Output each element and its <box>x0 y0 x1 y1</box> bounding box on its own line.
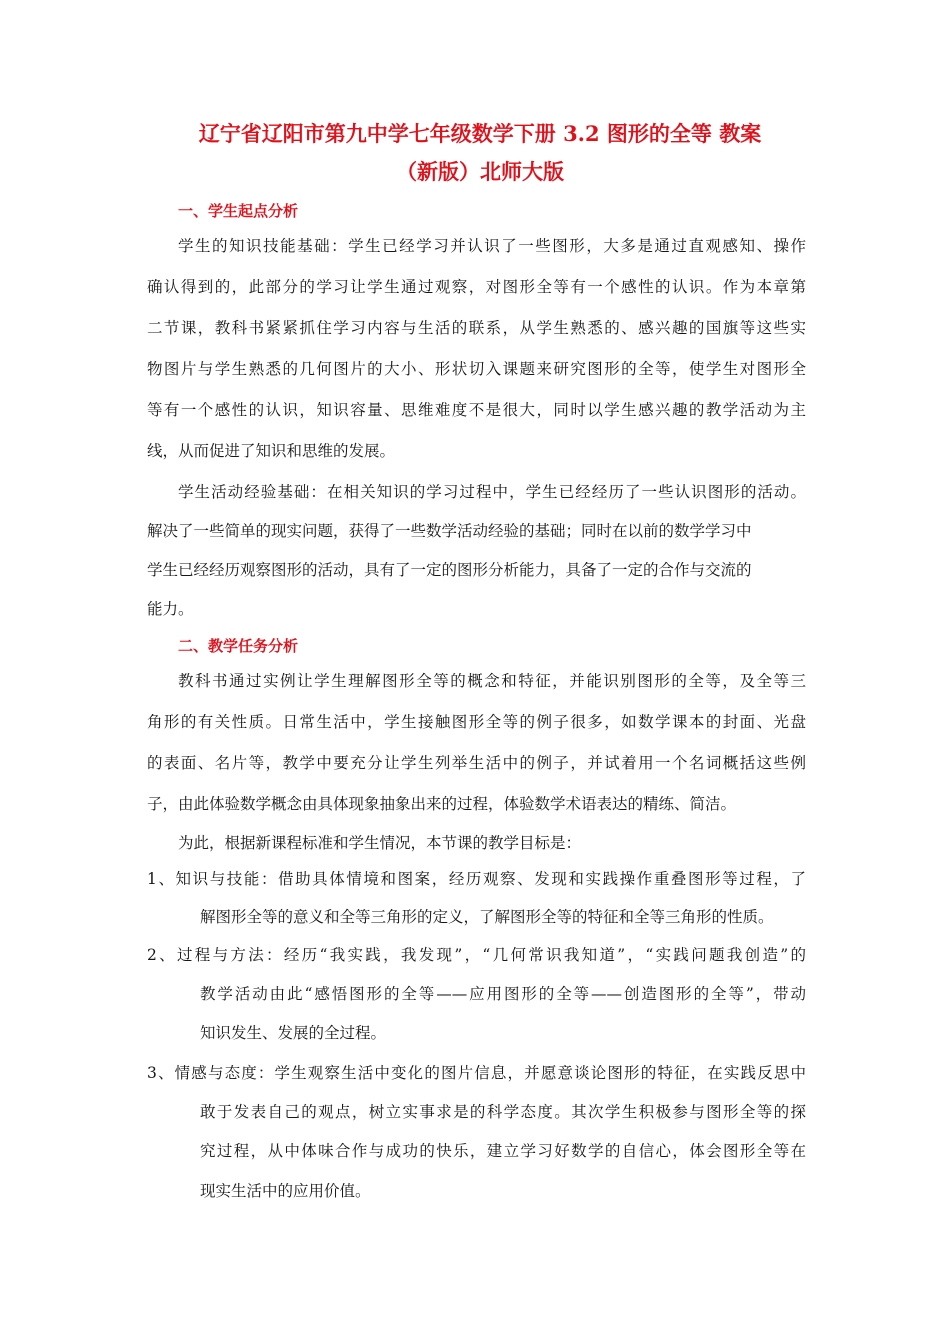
paragraph-line: 线，从而促进了知识和思维的发展。 <box>147 442 396 460</box>
goal-item-1-continuation: 解图形全等的意义和全等三角形的定义，了解图形全等的特征和全等三角形的性质。 <box>200 908 774 926</box>
paragraph-line: 学生的知识技能基础：学生已经学习并认识了一些图形，大多是通过直观感知、操作 <box>178 237 806 255</box>
paragraph-line: 学生活动经验基础：在相关知识的学习过程中，学生已经经历了一些认识图形的活动。 <box>178 483 806 501</box>
paragraph-line: 的表面、名片等，教学中要充分让学生列举生活中的例子，并试着用一个名词概括这些例 <box>147 754 806 772</box>
goal-item-3-continuation: 现实生活中的应用价值。 <box>200 1182 371 1200</box>
paragraph-line: 等有一个感性的认识，知识容量、思维难度不是很大，同时以学生感兴趣的教学活动为主 <box>147 401 806 419</box>
paragraph-line: 子，由此体验数学概念由具体现象抽象出来的过程，体验数学术语表达的精练、简洁。 <box>147 795 737 813</box>
goal-item-2-continuation: 教学活动由此“感悟图形的全等——应用图形的全等——创造图形的全等”，带动 <box>200 985 806 1003</box>
paragraph-line: 角形的有关性质。日常生活中，学生接触图形全等的例子很多，如数学课本的封面、光盘 <box>147 713 806 731</box>
paragraph-line: 解决了一些简单的现实问题，获得了一些数学活动经验的基础；同时在以前的数学学习中 <box>147 522 752 540</box>
document-title-line1: 辽宁省辽阳市第九中学七年级数学下册 3.2 图形的全等 教案 <box>198 121 762 146</box>
section2-heading: 二、教学任务分析 <box>178 637 299 655</box>
goal-item-3-continuation: 敢于发表自己的观点，树立实事求是的科学态度。其次学生积极参与图形全等的探 <box>200 1103 806 1121</box>
goal-item-1: 1、知识与技能：借助具体情境和图案，经历观察、发现和实践操作重叠图形等过程，了 <box>147 870 806 888</box>
paragraph-line: 确认得到的，此部分的学习让学生通过观察，对图形全等有一个感性的认识。作为本章第 <box>147 278 806 296</box>
paragraph-line: 二节课，教科书紧紧抓住学习内容与生活的联系，从学生熟悉的、感兴趣的国旗等这些实 <box>147 319 806 337</box>
goal-item-2-continuation: 知识发生、发展的全过程。 <box>200 1024 387 1042</box>
document-title-line2: （新版）北师大版 <box>396 159 564 184</box>
paragraph-line: 物图片与学生熟悉的几何图片的大小、形状切入课题来研究图形的全等，使学生对图形全 <box>147 360 806 378</box>
goal-item-3-continuation: 究过程，从中体味合作与成功的快乐，建立学习好数学的自信心，体会图形全等在 <box>200 1142 806 1160</box>
paragraph-line: 教科书通过实例让学生理解图形全等的概念和特征，并能识别图形的全等，及全等三 <box>178 672 806 690</box>
paragraph-line: 为此，根据新课程标准和学生情况，本节课的教学目标是： <box>178 834 582 852</box>
paragraph-line: 能力。 <box>147 600 194 618</box>
section1-heading: 一、学生起点分析 <box>178 202 299 220</box>
goal-item-3: 3、情感与态度：学生观察生活中变化的图片信息，并愿意谈论图形的特征，在实践反思中 <box>147 1064 806 1082</box>
paragraph-line: 学生已经经历观察图形的活动，具有了一定的图形分析能力，具备了一定的合作与交流的 <box>147 561 752 579</box>
goal-item-2: 2、过程与方法：经历“我实践，我发现”，“几何常识我知道”，“实践问题我创造”的 <box>147 946 806 964</box>
